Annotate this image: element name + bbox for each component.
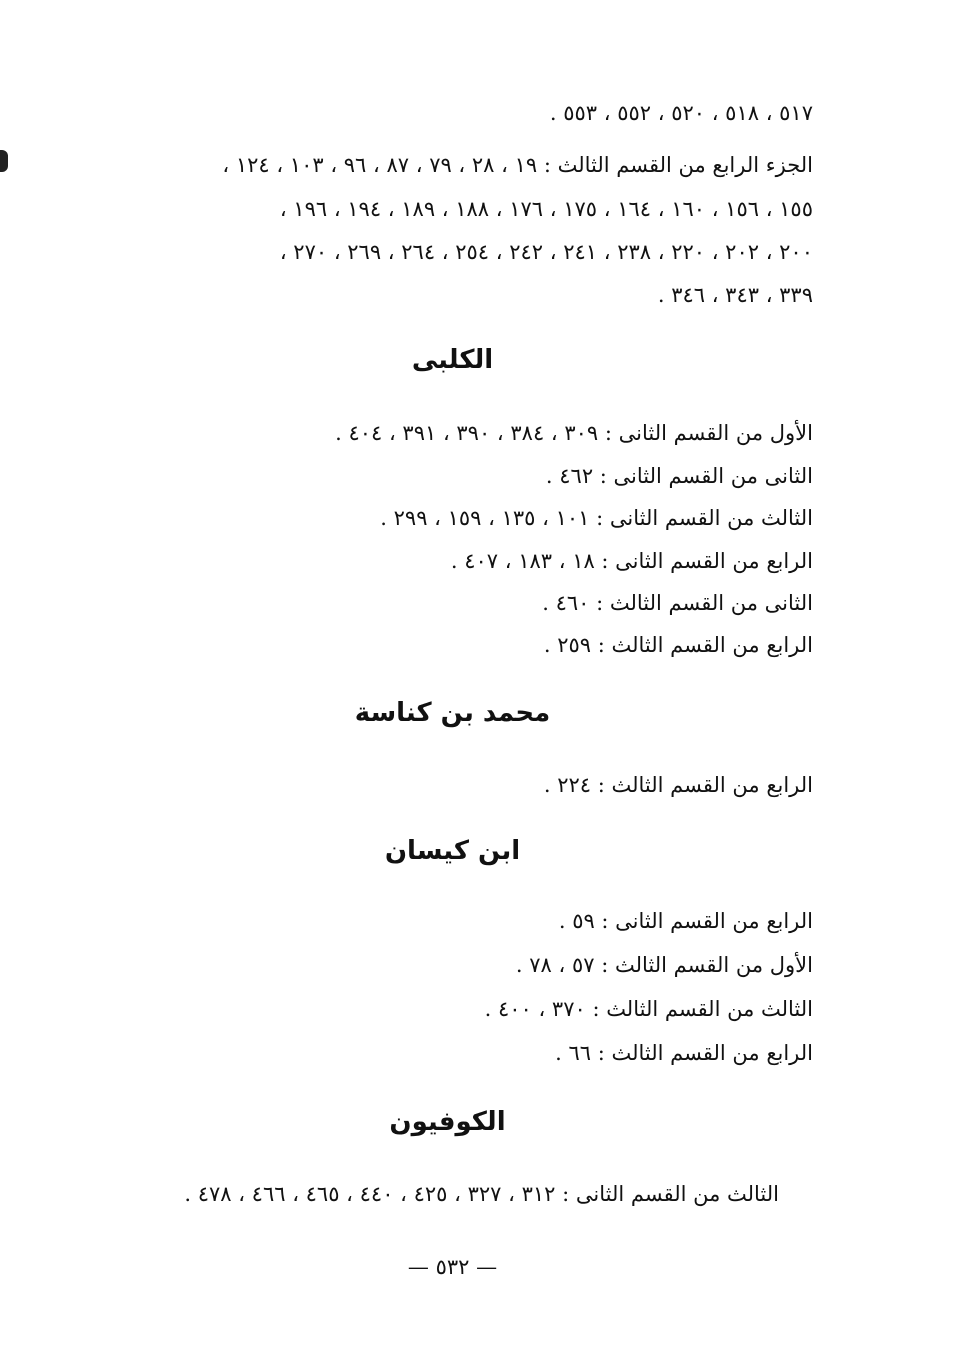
kalbi-entry-4: الرابع من القسم الثانى : ١٨ ، ١٨٣ ، ٤٠٧ . [450, 549, 813, 573]
kalbi-entry-5: الثانى من القسم الثالث : ٤٦٠ . [542, 591, 813, 615]
kufiyun-entry-1: الثالث من القسم الثانى : ٣١٢ ، ٣٢٧ ، ٤٢٥ ، ٤٤٠ ، ٤٦٥ ، ٤٦٦ ، ٤٧٨ . [184, 1182, 779, 1206]
kaysan-entry-3: الثالث من القسم الثالث : ٣٧٠ ، ٤٠٠ . [484, 997, 813, 1021]
section-heading-kalbi: الكلبى [411, 345, 494, 375]
kalbi-entry-6: الرابع من القسم الثالث : ٢٥٩ . [543, 633, 813, 657]
page-edge-mark [0, 150, 8, 172]
continuation-line-2: الجزء الرابع من القسم الثالث : ١٩ ، ٢٨ ، ٧٩ ، ٨٧ ، ٩٦ ، ١٠٣ ، ١٢٤ ، [222, 153, 813, 177]
continuation-line-5: ٣٣٩ ، ٣٤٣ ، ٣٤٦ . [657, 283, 813, 307]
kalbi-entry-3: الثالث من القسم الثانى : ١٠١ ، ١٣٥ ، ١٥٩ ، ٢٩٩ . [380, 506, 813, 530]
kunasa-entry-1: الرابع من القسم الثالث : ٢٢٤ . [543, 773, 813, 797]
kaysan-entry-2: الأول من القسم الثالث : ٥٧ ، ٧٨ . [515, 953, 813, 977]
continuation-line-1: ٥١٧ ، ٥١٨ ، ٥٢٠ ، ٥٥٢ ، ٥٥٣ . [549, 101, 813, 125]
kaysan-entry-1: الرابع من القسم الثانى : ٥٩ . [558, 909, 813, 933]
kaysan-entry-4: الرابع من القسم الثالث : ٦٦ . [555, 1041, 813, 1065]
kalbi-entry-1: الأول من القسم الثانى : ٣٠٩ ، ٣٨٤ ، ٣٩٠ ، ٣٩١ ، ٤٠٤ . [335, 421, 813, 445]
kalbi-entry-2: الثانى من القسم الثانى : ٤٦٢ . [545, 464, 813, 488]
continuation-line-4: ٢٠٠ ، ٢٠٢ ، ٢٢٠ ، ٢٣٨ ، ٢٤١ ، ٢٤٢ ، ٢٥٤ ، ٢٦٤ ، ٢٦٩ ، ٢٧٠ ، [279, 240, 813, 264]
page-number: — ٥٣٢ — [407, 1255, 498, 1279]
section-heading-kunasa: محمد بن كناسة [354, 698, 551, 728]
section-heading-kaysan: ابن كيسان [384, 836, 521, 866]
continuation-line-3: ١٥٥ ، ١٥٦ ، ١٦٠ ، ١٦٤ ، ١٧٥ ، ١٧٦ ، ١٨٨ ، ١٨٩ ، ١٩٤ ، ١٩٦ ، [279, 197, 813, 221]
section-heading-kufiyun: الكوفيون [389, 1107, 506, 1137]
